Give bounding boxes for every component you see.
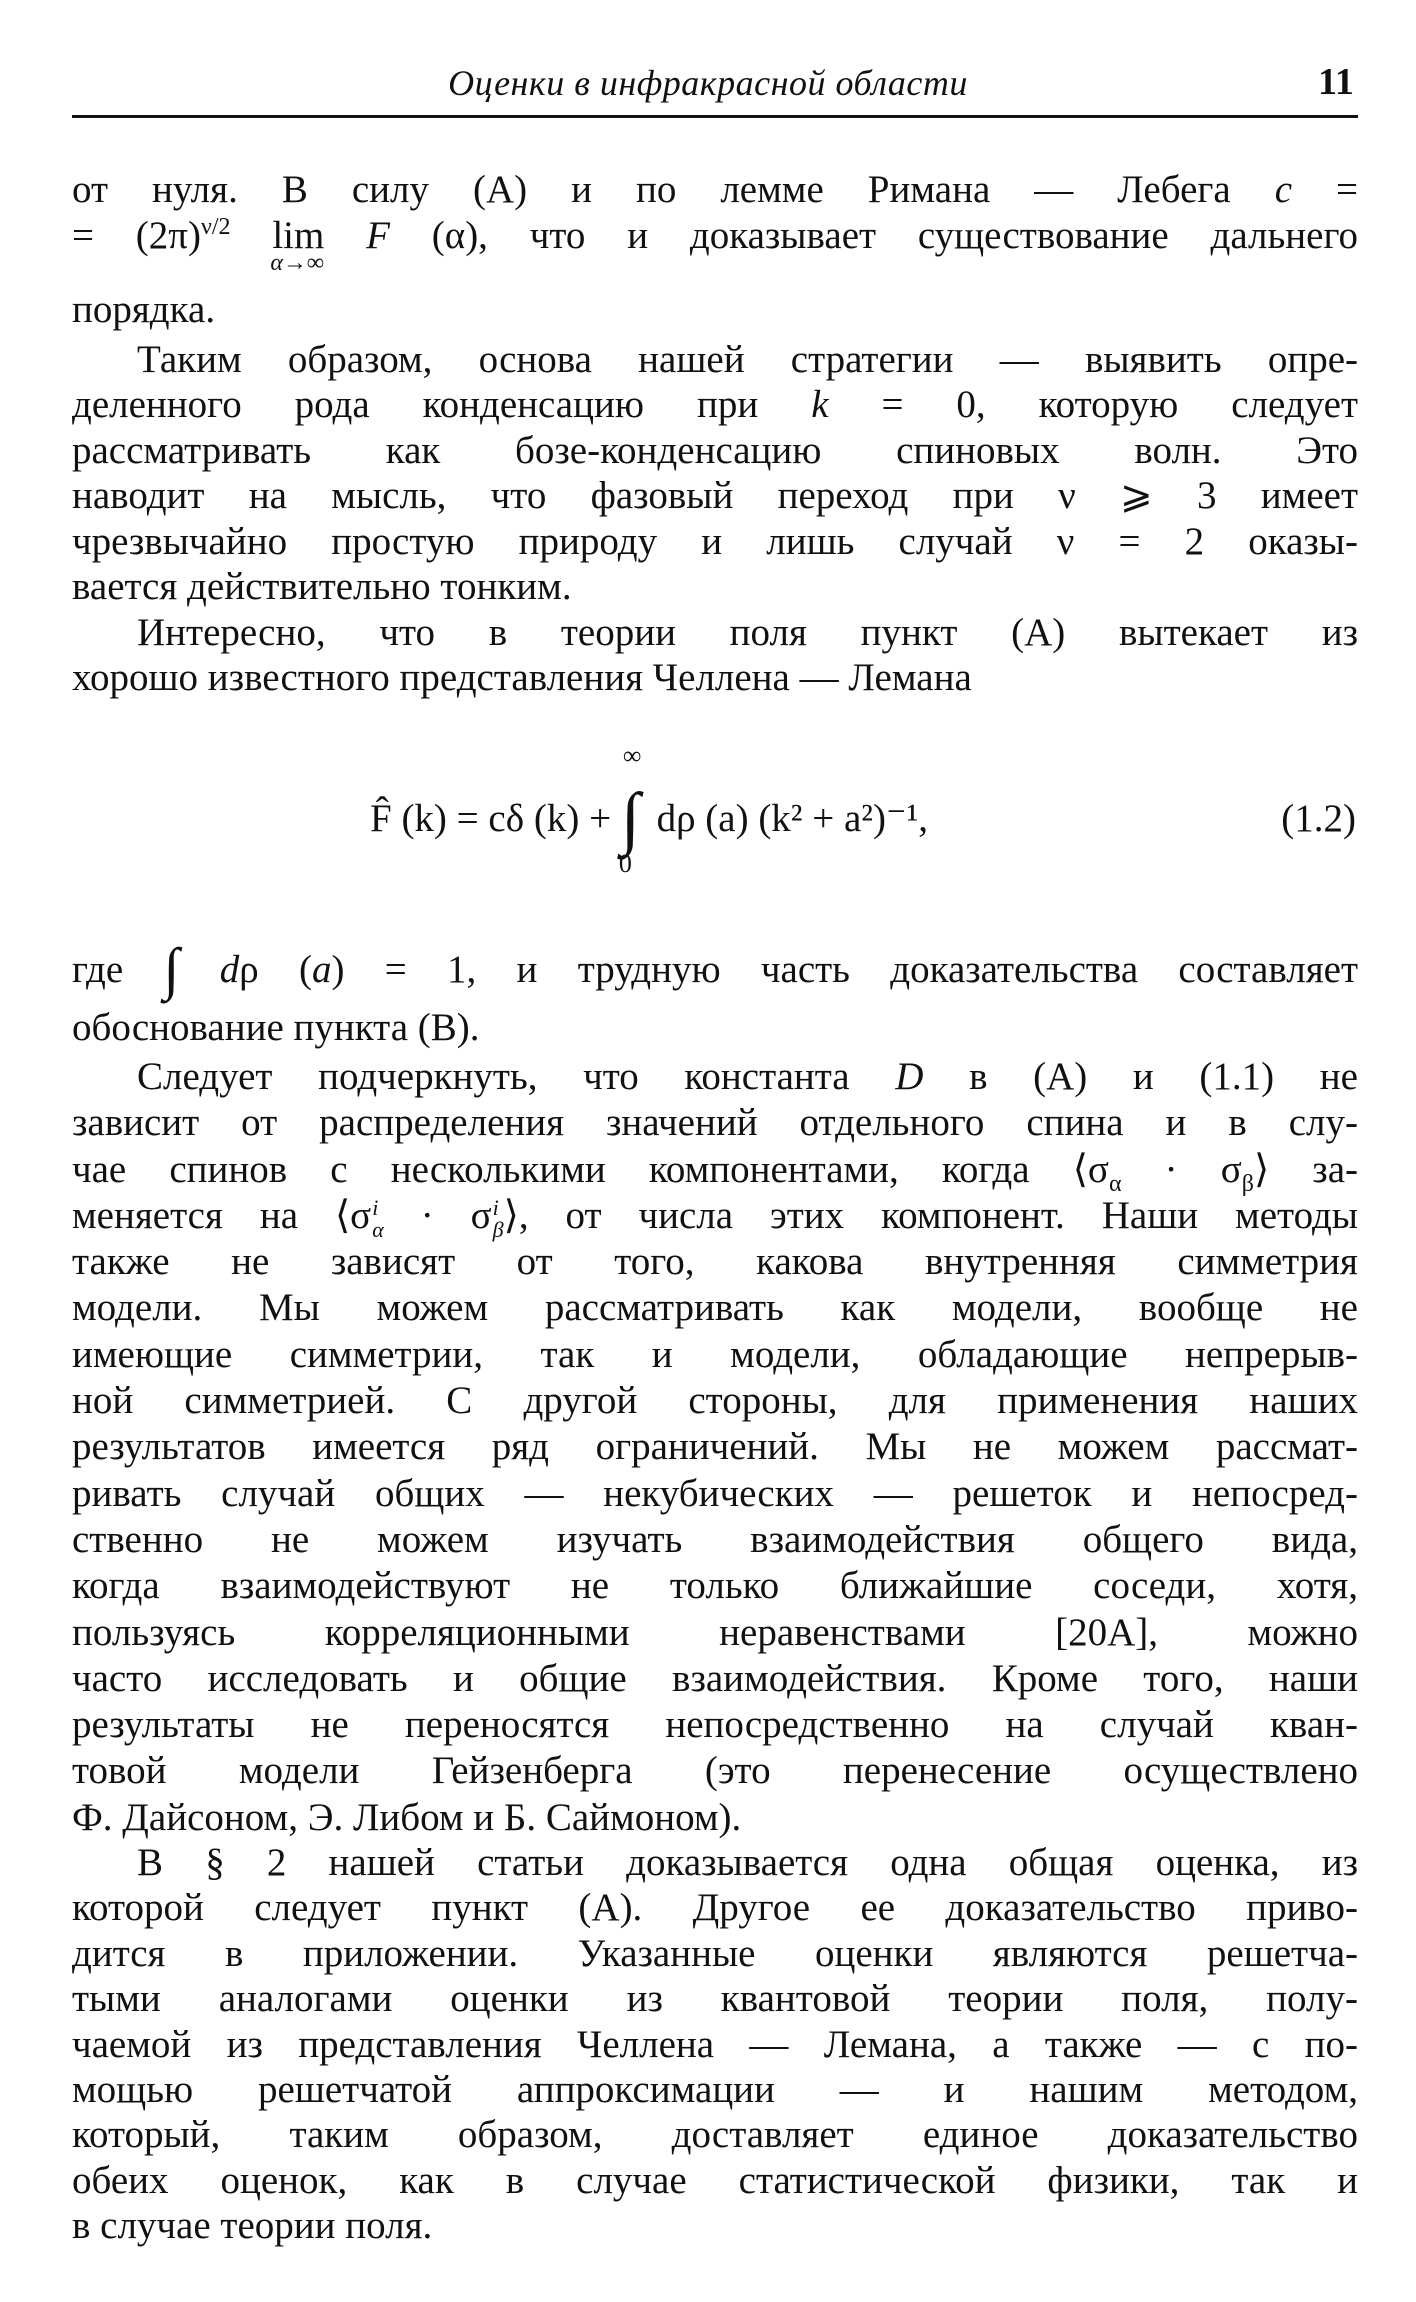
- text-run: (α), что и доказывает существование дальнего: [389, 214, 1358, 257]
- text-run: от нуля. В силу (А) и по лемме Римана — Лебега: [72, 168, 1275, 211]
- text-run: ственно не можем изучать взаимодействия общего вида,: [72, 1517, 1358, 1561]
- text-line: [72, 1239, 1358, 1285]
- text-run: порядка.: [72, 288, 216, 331]
- text-line: [72, 2112, 1358, 2157]
- text-run: хорошо известного представления Челлена — Лемана: [72, 656, 972, 700]
- text-line: [72, 1100, 1358, 1146]
- text-line: [72, 1471, 1358, 1517]
- text-line: [72, 519, 1358, 564]
- text-run: зависит от распределения значений отдельного спина и в слу-: [72, 1101, 1358, 1145]
- text-run: ⟩, от числа этих компонент. Наши методы: [503, 1193, 1358, 1237]
- text-line: [72, 564, 1358, 609]
- text-run: ) = 1, и трудную часть доказательства составляет: [331, 948, 1358, 991]
- text-line: [72, 287, 1358, 333]
- text-run: часто исследовать и общие взаимодействия. Кроме того, наши: [72, 1656, 1358, 1700]
- text-run: когда взаимодействуют не только ближайшие соседи, хотя,: [72, 1564, 1358, 1608]
- text-run: чаемой из представления Челлена — Лемана, а также — с по-: [72, 2022, 1358, 2066]
- subscript: α: [372, 1216, 384, 1242]
- text-line: [72, 167, 1358, 213]
- text-run: ной симметрией. С другой стороны, для применения наших: [72, 1379, 1358, 1423]
- subscript: β: [1241, 1170, 1254, 1197]
- text-run: [231, 214, 273, 257]
- paragraph-1: [72, 167, 1358, 333]
- page-number: 11: [1318, 61, 1354, 103]
- text-run: · σ: [1121, 1147, 1242, 1191]
- text-line: [72, 382, 1358, 427]
- equation-expression: [370, 741, 929, 878]
- text-line: [72, 1193, 1358, 1242]
- integral-sign: ∫: [620, 780, 641, 857]
- text-line: [72, 1840, 1358, 1885]
- text-run: мощью решетчатой аппроксимации — и нашим методом,: [72, 2067, 1358, 2111]
- sup-sub-script: [372, 1194, 384, 1242]
- text-line: [72, 1378, 1358, 1424]
- text-run: · σ: [383, 1193, 492, 1237]
- paragraph-2: [72, 337, 1358, 609]
- math-variable: k: [811, 383, 829, 427]
- text-run: товой модели Гейзенберга (это перенесение осуществлено: [72, 1749, 1358, 1793]
- text-line: [72, 428, 1358, 473]
- text-line: [72, 2158, 1358, 2203]
- text-line: [72, 337, 1358, 382]
- text-line: [72, 1795, 1358, 1841]
- text-run: также не зависят от того, какова внутренняя симметрия: [72, 1240, 1358, 1284]
- paragraph-6: [72, 1840, 1358, 2249]
- text-run: результатов имеется ряд ограничений. Мы не можем рассмат-: [72, 1425, 1358, 1469]
- equation-lhs: F̂ (k) = cδ (k) +: [370, 797, 621, 840]
- text-line: [72, 936, 1358, 1001]
- text-run: ⟩ за-: [1253, 1147, 1358, 1191]
- text-line: [72, 1147, 1358, 1197]
- math-variable: F: [366, 214, 390, 257]
- text-line: [72, 213, 1358, 276]
- text-line: [72, 1332, 1358, 1378]
- text-run: обеих оценок, как в случае статистической физики, так и: [72, 2158, 1358, 2202]
- text-run: вается действительно тонким.: [72, 564, 572, 608]
- text-run: =: [1292, 168, 1358, 211]
- text-run: дится в приложении. Указанные оценки являются решетча-: [72, 1931, 1358, 1975]
- text-line: [72, 2067, 1358, 2112]
- text-run: тыми аналогами оценки из квантовой теории поля, полу-: [72, 1977, 1358, 2021]
- paragraph-4: [72, 936, 1358, 1051]
- equation-1-2: [370, 741, 1356, 878]
- text-line: [72, 1656, 1358, 1702]
- math-variable: d: [219, 948, 240, 991]
- text-run: Следует подчеркнуть, что константа: [137, 1055, 896, 1098]
- text-run: В § 2 нашей статьи доказывается одна общая оценка, из: [137, 1841, 1358, 1884]
- limit-operator: [270, 213, 325, 276]
- integral-lower-limit: 0: [618, 849, 632, 878]
- text-run: где: [72, 948, 164, 991]
- text-run: чрезвычайно простую природу и лишь случай ν = 2 оказы-: [72, 519, 1358, 563]
- limit-subscript: α→∞: [270, 250, 325, 276]
- text-run: чае спинов с несколькими компонентами, когда ⟨σ: [72, 1147, 1109, 1191]
- integral: [618, 741, 647, 878]
- text-run: Интересно, что в теории поля пункт (А) вытекает из: [137, 611, 1358, 654]
- integral-sign: ∫: [163, 936, 180, 1001]
- text-run: деленного рода конденсацию при: [72, 383, 812, 427]
- superscript: i: [492, 1194, 499, 1220]
- text-run: имеющие симметрии, так и модели, обладающие непрерыв-: [72, 1332, 1358, 1376]
- text-run: рассматривать как бозе-конденсацию спиновых волн. Это: [72, 428, 1358, 472]
- text-line: [72, 1517, 1358, 1563]
- text-run: в случае теории поля.: [72, 2204, 433, 2248]
- text-run: [324, 214, 366, 257]
- text-line: [72, 1054, 1358, 1100]
- math-variable: c: [1274, 168, 1292, 211]
- text-run: который, таким образом, доставляет единое доказательство: [72, 2113, 1358, 2157]
- text-run: = (2π): [72, 214, 201, 257]
- text-run: меняется на ⟨σ: [72, 1193, 372, 1237]
- text-run: ривать случай общих — некубических — решеток и непосред-: [72, 1471, 1358, 1515]
- subscript: α: [1108, 1170, 1122, 1197]
- text-run: Ф. Дайсоном, Э. Либом и Б. Саймоном).: [72, 1795, 742, 1839]
- limit-label: lim: [272, 214, 325, 257]
- subscript: β: [492, 1216, 504, 1242]
- text-run: ρ (: [239, 948, 312, 991]
- header-rule: [72, 115, 1358, 118]
- superscript: ν/2: [200, 214, 231, 240]
- text-run: в (А) и (1.1) не: [923, 1055, 1358, 1098]
- text-line: [72, 1005, 1358, 1051]
- text-line: [72, 1702, 1358, 1748]
- text-run: результаты не переносятся непосредственно на случай кван-: [72, 1703, 1358, 1747]
- math-variable: D: [895, 1055, 924, 1098]
- text-line: [72, 1285, 1358, 1331]
- math-variable: a: [311, 948, 332, 991]
- text-run: которой следует пункт (А). Другое ее доказательство приво-: [72, 1886, 1358, 1930]
- text-line: [72, 1976, 1358, 2021]
- text-line: [72, 2022, 1358, 2067]
- integral-upper-limit: ∞: [622, 741, 642, 770]
- text-run: = 0, которую следует: [828, 383, 1358, 427]
- header-title: Оценки в инфракрасной области: [448, 63, 968, 103]
- sup-sub-script: [492, 1194, 504, 1242]
- text-line: [72, 1885, 1358, 1930]
- text-run: наводит на мысль, что фазовый переход при ν ⩾ 3 имеет: [72, 474, 1358, 518]
- paragraph-5: [72, 1054, 1358, 1841]
- text-line: [72, 655, 1358, 700]
- text-run: Таким образом, основа нашей стратегии — выявить опре-: [137, 338, 1358, 381]
- text-line: [72, 1424, 1358, 1470]
- text-line: [72, 1748, 1358, 1794]
- paragraph-3: [72, 610, 1358, 701]
- text-run: обоснование пункта (В).: [72, 1006, 480, 1049]
- text-line: [72, 610, 1358, 655]
- text-run: [179, 948, 219, 991]
- text-line: [72, 1563, 1358, 1609]
- text-run: пользуясь корреляционными неравенствами [20А], можно: [72, 1610, 1358, 1654]
- equation-number: (1.2): [1281, 797, 1356, 840]
- text-line: [72, 1610, 1358, 1656]
- text-line: [72, 473, 1358, 518]
- superscript: i: [372, 1194, 379, 1220]
- text-line: [72, 2203, 1358, 2248]
- text-line: [72, 1931, 1358, 1976]
- text-run: модели. Мы можем рассматривать как модели, вообще не: [72, 1286, 1358, 1330]
- equation-rhs: dρ (a) (k² + a²)⁻¹,: [646, 797, 929, 840]
